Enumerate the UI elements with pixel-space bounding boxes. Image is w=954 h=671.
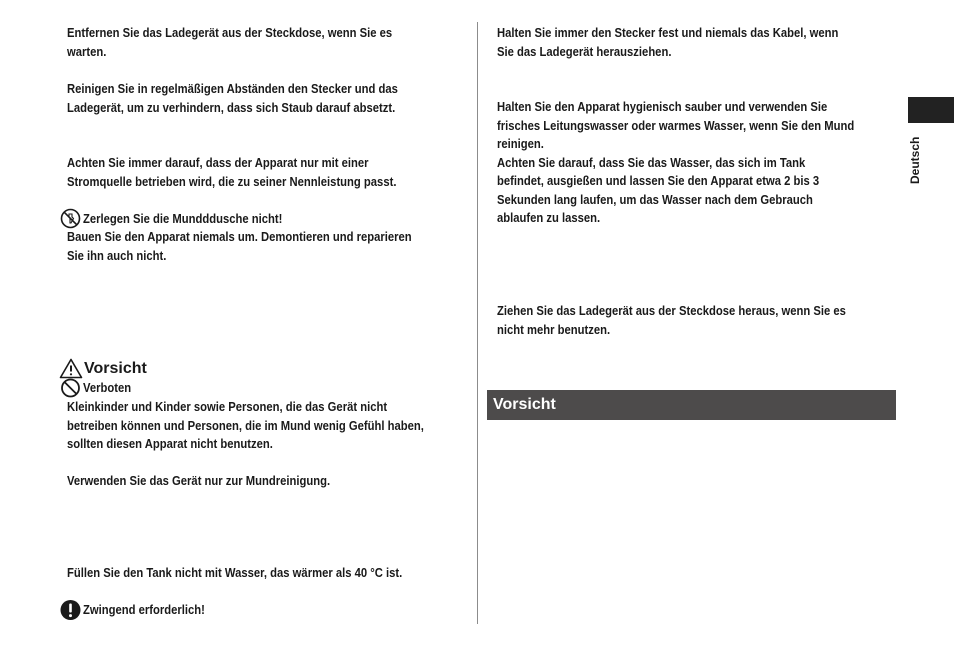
hold-plug-text: Halten Sie immer den Stecker fest und niemals das Kabel, wenn Sie das Ladegerät herausziehen.: [497, 26, 839, 59]
rated-power-source-text: Achten Sie immer darauf, dass der Apparat nur mit einer Stromquelle betrieben wird, die zu seiner Nennleistung passt.: [67, 156, 397, 189]
caution-section-bar: [487, 390, 896, 420]
water-temperature-text: Füllen Sie den Tank nicht mit Wasser, das wärmer als 40 °C ist.: [67, 566, 403, 580]
mandatory-label: Zwingend erforderlich!: [83, 603, 205, 617]
disassembly-warning-heading: [60, 208, 305, 229]
caution-title: Vorsicht: [84, 359, 147, 377]
mouth-cleaning-only-text: Verwenden Sie das Gerät nur zur Mundreinigung.: [67, 474, 331, 488]
prohibited-label: Verboten: [83, 381, 132, 395]
column-divider: [477, 22, 478, 624]
children-warning-text: Kleinkinder und Kinder sowie Personen, die das Gerät nicht betreiben können und Personen, die im Mund wenig Gefühl haben, sollten diesen Apparat nicht benutzen.: [67, 400, 424, 451]
prohibited-heading: [60, 378, 137, 398]
caution-section-title: Vorsicht: [493, 396, 556, 413]
prohibited-icon: [60, 378, 81, 398]
caution-heading: [59, 358, 147, 379]
unplug-before-maintenance-text: Entfernen Sie das Ladegerät aus der Steckdose, wenn Sie es warten.: [67, 26, 393, 59]
hygiene-text: Halten Sie den Apparat hygienisch sauber und verwenden Sie frisches Leitungswasser oder warmes Wasser, wenn Sie den Mund reinigen. Achten Sie darauf, dass Sie das Wasser, das sich im Tank befindet, ausgießen und lassen Sie den Apparat etwa 2 bis 3 Sekunden lang laufen, um das Wasser nach dem Gebrauch ablaufen zu lassen.: [497, 100, 855, 225]
mandatory-exclamation-icon: [60, 599, 81, 621]
no-disassembly-icon: [60, 208, 81, 229]
clean-plug-text: Reinigen Sie in regelmäßigen Abständen den Stecker und das Ladegerät, um zu verhindern, dass sich Staub darauf absetzt.: [67, 82, 398, 115]
language-tab-label: Deutsch: [908, 136, 922, 184]
unplug-when-unused-text: Ziehen Sie das Ladegerät aus der Steckdose heraus, wenn Sie es nicht mehr benutzen.: [497, 304, 846, 337]
language-tab-marker: [908, 97, 954, 123]
disassembly-heading-text: Zerlegen Sie die Mundddusche nicht!: [83, 211, 283, 226]
mandatory-heading: [60, 599, 218, 621]
warning-triangle-icon: [59, 358, 83, 379]
do-not-modify-text: Bauen Sie den Apparat niemals um. Demontieren und reparieren Sie ihn auch nicht.: [67, 230, 412, 263]
